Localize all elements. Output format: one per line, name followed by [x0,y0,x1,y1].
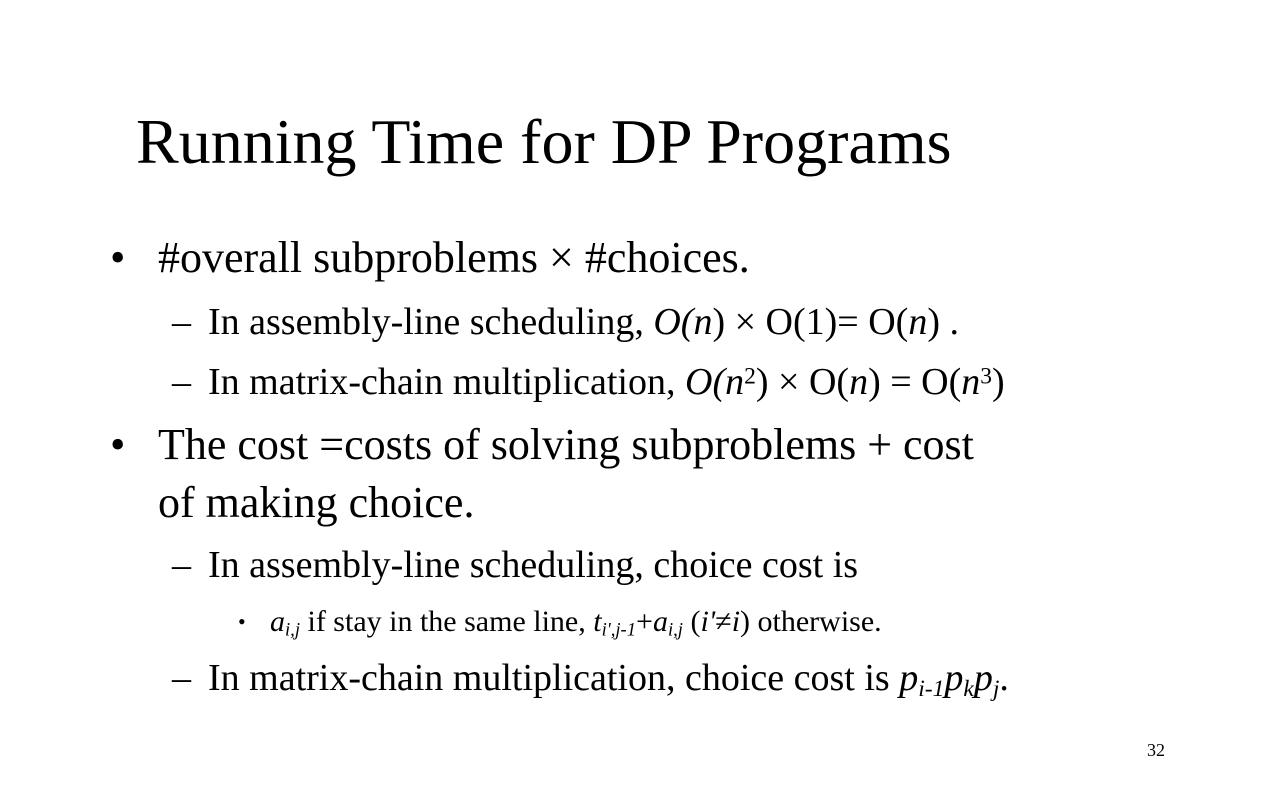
detail-cond-i1: i' [700,605,716,638]
detail-plus: + [636,605,653,638]
dash-marker: – [172,657,191,699]
assembly-choice-lead: In assembly-line scheduling, choice cost is [208,544,859,586]
bullet-1-text: #overall subproblems × #choices. [158,233,750,282]
matrix-running-n2: n [849,361,869,403]
dash-marker: – [172,361,191,403]
assembly-running-c1: ) × O(1)= O( [712,301,909,343]
matrix-running-n1: n [725,361,745,403]
matrix-choice-p1-sub: i-1 [918,675,945,702]
assembly-running-c2: ) [927,301,940,343]
matrix-choice-p2: p [944,657,964,699]
dash-marker: – [172,544,191,586]
detail-a2-sym: a [652,605,668,638]
matrix-choice-p3-sub: j [992,675,1000,702]
matrix-choice-lead: In matrix-chain multiplication, choice cost is [208,657,900,699]
matrix-choice-p2-sub: k [963,675,974,702]
matrix-running-c1: ) × O( [755,361,850,403]
subbullet-matrix-running [172,360,1005,404]
detail-cond-open: ( [682,605,701,638]
matrix-running-exp2: 3 [980,363,993,390]
assembly-running-o1: O( [653,301,694,343]
matrix-choice-tail: . [999,657,1009,699]
matrix-choice-p1: p [899,657,919,699]
matrix-running-c2: ) = O( [868,361,962,403]
detail-cond-i2: i [731,605,741,638]
slide-title: Running Time for DP Programs [136,106,952,177]
assembly-running-tail: . [940,301,959,343]
bullet-2-text-line1: The cost =costs of solving subproblems + cost [158,420,974,469]
detail-a2-sub: i,j [667,619,683,641]
assembly-running-n2: n [908,301,928,343]
assembly-running-lead: In assembly-line scheduling, [208,301,644,343]
detail-cond-neq: ≠ [715,605,732,638]
detail-text1: if stay in the same line, [299,605,594,638]
bullet-marker-2: • [110,420,126,469]
subsubbullet-assembly-detail [238,604,882,640]
detail-a-sub: i,j [285,619,300,641]
matrix-running-n3: n [961,361,981,403]
detail-cond-close: ) [740,605,751,638]
matrix-running-c3: ) [992,361,1005,403]
subbullet-assembly-running [172,300,959,344]
matrix-running-exp1: 2 [744,363,756,390]
detail-t-sym: t [593,605,602,638]
dash-marker: – [172,301,191,343]
subsubbullet-marker: • [238,609,246,634]
detail-text2: otherwise. [750,605,882,638]
matrix-running-o1: O( [685,361,726,403]
bullet-2-text-line2: of making choice. [158,478,475,527]
matrix-running-lead: In matrix-chain multiplication, [208,361,676,403]
bullet-marker-1: • [110,233,126,282]
subbullet-assembly-choice [172,543,858,587]
subbullet-matrix-choice [172,656,1009,700]
page-number: 32 [1147,740,1165,760]
assembly-running-n1: n [693,301,713,343]
matrix-choice-p3: p [973,657,993,699]
detail-a-sym: a [270,605,285,638]
detail-t-sub: i',j-1 [601,619,637,641]
